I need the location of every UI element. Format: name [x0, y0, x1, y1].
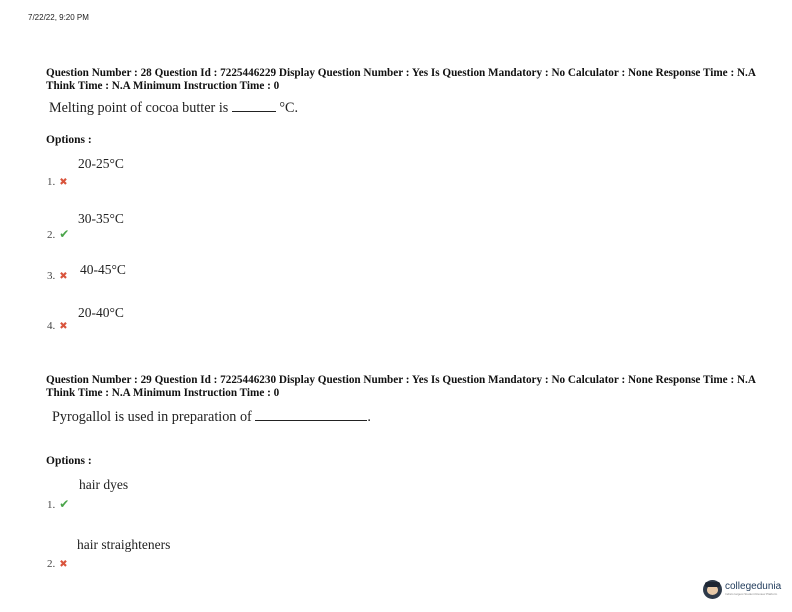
- logo-tagline: India's largest Student Review Platform: [725, 592, 778, 596]
- question-text-before: Melting point of cocoa butter is: [49, 100, 229, 116]
- mascot-icon: [703, 580, 722, 599]
- answer-blank: [232, 110, 276, 112]
- answer-blank: [255, 419, 367, 421]
- logo-name: collegedunia: [725, 581, 782, 592]
- wrong-mark-icon: ✖: [59, 177, 68, 188]
- option-number: [47, 497, 69, 512]
- option-number: [47, 270, 68, 282]
- wrong-mark-icon: ✖: [59, 271, 68, 282]
- option-number-label: 1.: [47, 176, 56, 188]
- question-28-text: [49, 100, 298, 117]
- logo-text: [725, 582, 781, 596]
- print-timestamp: 7/22/22, 9:20 PM: [28, 13, 89, 22]
- options-label: Options :: [46, 134, 92, 146]
- option-text: 30-35°C: [78, 211, 124, 226]
- question-text-after: .: [367, 409, 371, 425]
- question-28-header: Question Number : 28 Question Id : 7225446229 Display Question Number : Yes Is Question Mandatory : No Calculator : None Response Time : N.A Think Time : N.A Minimum Instruction Time : 0: [46, 67, 756, 92]
- option-number-label: 4.: [47, 320, 56, 332]
- option-number-label: 1.: [47, 499, 56, 511]
- option-text: hair straighteners: [77, 537, 171, 552]
- option-number: [47, 176, 68, 188]
- wrong-mark-icon: ✖: [59, 559, 68, 570]
- option-text: 20-25°C: [78, 156, 124, 171]
- question-29-text: [52, 409, 371, 426]
- correct-check-icon: ✔: [59, 497, 70, 511]
- option-number-label: 2.: [47, 229, 56, 241]
- option-number: [47, 558, 68, 570]
- option-number: [47, 227, 69, 242]
- question-29-header: Question Number : 29 Question Id : 7225446230 Display Question Number : Yes Is Question Mandatory : No Calculator : None Response Time : N.A Think Time : N.A Minimum Instruction Time : 0: [46, 374, 756, 399]
- option-text: 20-40°C: [78, 305, 124, 320]
- option-number-label: 2.: [47, 558, 56, 570]
- option-number-label: 3.: [47, 270, 56, 282]
- collegedunia-logo: [703, 577, 785, 601]
- option-text: hair dyes: [79, 477, 129, 492]
- correct-check-icon: ✔: [59, 227, 70, 241]
- option-text: 40-45°C: [80, 262, 126, 277]
- question-text-after: °C.: [279, 100, 299, 116]
- options-label: Options :: [46, 455, 92, 467]
- question-text-before: Pyrogallol is used in preparation of: [52, 409, 252, 425]
- option-number: [47, 320, 68, 332]
- wrong-mark-icon: ✖: [59, 321, 68, 332]
